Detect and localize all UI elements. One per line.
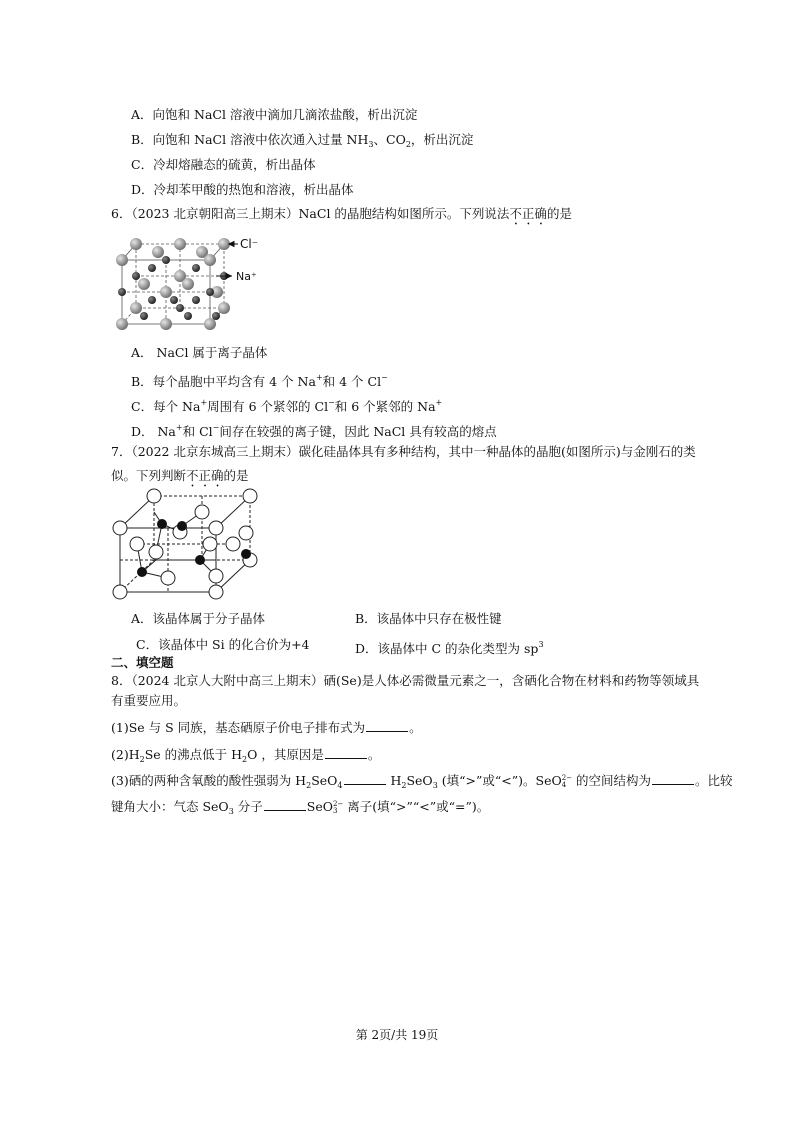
cl-label: Cl⁻ (240, 237, 259, 251)
nacl-crystal-figure (112, 232, 272, 334)
q8-part3: (3)硒的两种含氧酸的酸性强弱为 $H_2SeO_4$ $H_2SeO_3$ (填“>”或“<”)。SeO2− 4 的空间结构为 。比较 (111, 773, 733, 790)
q8-stem-line1: 8．（2024 北京人大附中高三上期末）硒(Se)是人体必需微量元素之一，含硒化合物在材料和药物等领域具 (111, 673, 700, 688)
q8-part1: (1)Se 与 S 同族，基态硒原子价电子排布式为 。 (111, 720, 422, 735)
q6-option-c: C．每个 Na+周围有 6 个紧邻的 Cl−和 6 个紧邻的 Na+ (131, 398, 443, 414)
q6-option-d: D． Na+和 Cl−间存在较强的离子键，因此 NaCl 具有较高的熔点 (131, 423, 497, 439)
q5-option-d: D．冷却苯甲酸的热饱和溶液，析出晶体 (131, 182, 354, 197)
q7-option-c: C．该晶体中 Si 的化合价为+4 (136, 637, 310, 652)
q8-part2: $(2)H_2Se$ 的沸点低于 $H_2O$ ，其原因是 。 (111, 747, 381, 764)
q7-option-d: D．该晶体中 C 的杂化类型为 $sp^3$ (355, 640, 544, 656)
q7-option-a: A．该晶体属于分子晶体 (131, 611, 266, 626)
q8-part4: 键角大小：气态 SeO$_3$ 分子 SeO2− 3 离子(填“>”“<”或“=”)。 (111, 799, 490, 816)
page-footer: 第 2页/共 19页 (355, 1028, 439, 1042)
na-label: Na⁺ (236, 270, 257, 283)
q5-option-a: A．向饱和 NaCl 溶液中滴加几滴浓盐酸，析出沉淀 (131, 107, 418, 122)
answer-blank-1[interactable] (366, 718, 408, 732)
section-heading: 二、填空题 (111, 655, 174, 670)
answer-blank-2[interactable] (325, 745, 367, 759)
q5-option-b: B．向饱和 NaCl 溶液中依次通入过量 $NH_3$、$CO_2$，析出沉淀 (131, 132, 474, 149)
answer-blank-4[interactable] (652, 771, 694, 785)
answer-blank-3[interactable] (344, 771, 386, 785)
q6-option-b: B．每个晶胞中平均含有 4 个 Na+和 4 个 Cl− (131, 373, 388, 389)
q7-option-b: B．该晶体中只存在极性键 (355, 611, 502, 626)
q7-stem-line1: 7．（2022 北京东城高三上期末）碳化硅晶体具有多种结构，其中一种晶体的晶胞(如图所示)与金刚石的类 (111, 444, 696, 459)
q5-option-c: C．冷却熔融态的硫黄，析出晶体 (131, 157, 316, 172)
answer-blank-5[interactable] (264, 797, 306, 811)
q6-option-a: A． NaCl 属于离子晶体 (131, 345, 268, 360)
sic-legend (236, 523, 256, 567)
q7-stem-line2: 似。下列判断不正确的是 (111, 468, 249, 483)
legend-white-atom (239, 526, 253, 540)
legend-black-atom (241, 549, 251, 559)
q6-stem: 6．（2023 北京朝阳高三上期末）NaCl 的晶胞结构如图所示。下列说法不正确的是 (111, 206, 572, 221)
q8-stem-line2: 有重要应用。 (111, 693, 187, 708)
